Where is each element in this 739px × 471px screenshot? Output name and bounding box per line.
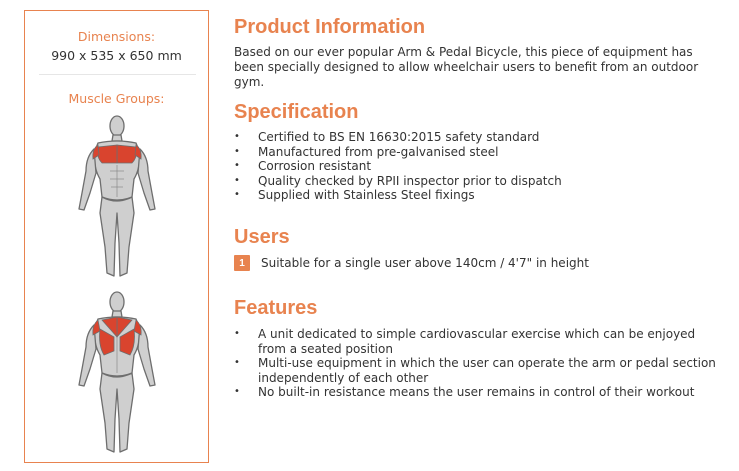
body-back-diagram	[72, 289, 162, 457]
dimensions-value: 990 x 535 x 650 mm	[51, 48, 182, 63]
bullet-icon: •	[234, 189, 240, 201]
bullet-icon: •	[234, 131, 240, 142]
list-item: • Supplied with Stainless Steel fixings	[234, 188, 475, 203]
list-item: • A unit dedicated to simple cardiovascular exercise which can be enjoyed from a seated position	[234, 327, 696, 356]
body-front-diagram	[72, 113, 162, 281]
bullet-icon: •	[234, 160, 240, 172]
bullet-icon: •	[234, 357, 240, 369]
info-sidebar	[24, 10, 209, 463]
list-item: • Manufactured from pre-galvanised steel	[234, 144, 499, 159]
user-info-row	[234, 255, 589, 271]
features-heading: Features	[234, 297, 318, 319]
bullet-icon: •	[234, 386, 240, 398]
list-item: • Certified to BS EN 16630:2015 safety standard	[234, 130, 540, 144]
dimensions-label: Dimensions:	[77, 29, 156, 44]
product-info-heading: Product Information	[234, 16, 426, 38]
bullet-icon: •	[234, 328, 240, 339]
list-item: • Multi-use equipment in which the user can operate the arm or pedal section independently of each other	[234, 356, 716, 385]
muscle-groups-label: Muscle Groups:	[68, 91, 165, 106]
sidebar-divider	[39, 74, 196, 75]
list-item: • Quality checked by RPII inspector prior to dispatch	[234, 173, 562, 188]
list-item: • Corrosion resistant	[234, 159, 372, 174]
specification-list	[234, 130, 724, 203]
user-info-text: Suitable for a single user above 140cm / 4'7" in height	[261, 256, 589, 270]
features-list	[234, 327, 724, 400]
user-count-badge: 1	[234, 255, 250, 271]
bullet-icon: •	[234, 145, 240, 157]
users-heading: Users	[234, 226, 290, 248]
product-info-text: Based on our ever popular Arm & Pedal Bicycle, this piece of equipment has been specially designed to allow wheelchair users to benefit from an outdoor gym.	[234, 45, 699, 89]
bullet-icon: •	[234, 174, 240, 186]
front-muscles	[93, 145, 141, 163]
list-item: • No built-in resistance means the user remains in control of their workout	[234, 385, 695, 400]
specification-heading: Specification	[234, 101, 359, 123]
